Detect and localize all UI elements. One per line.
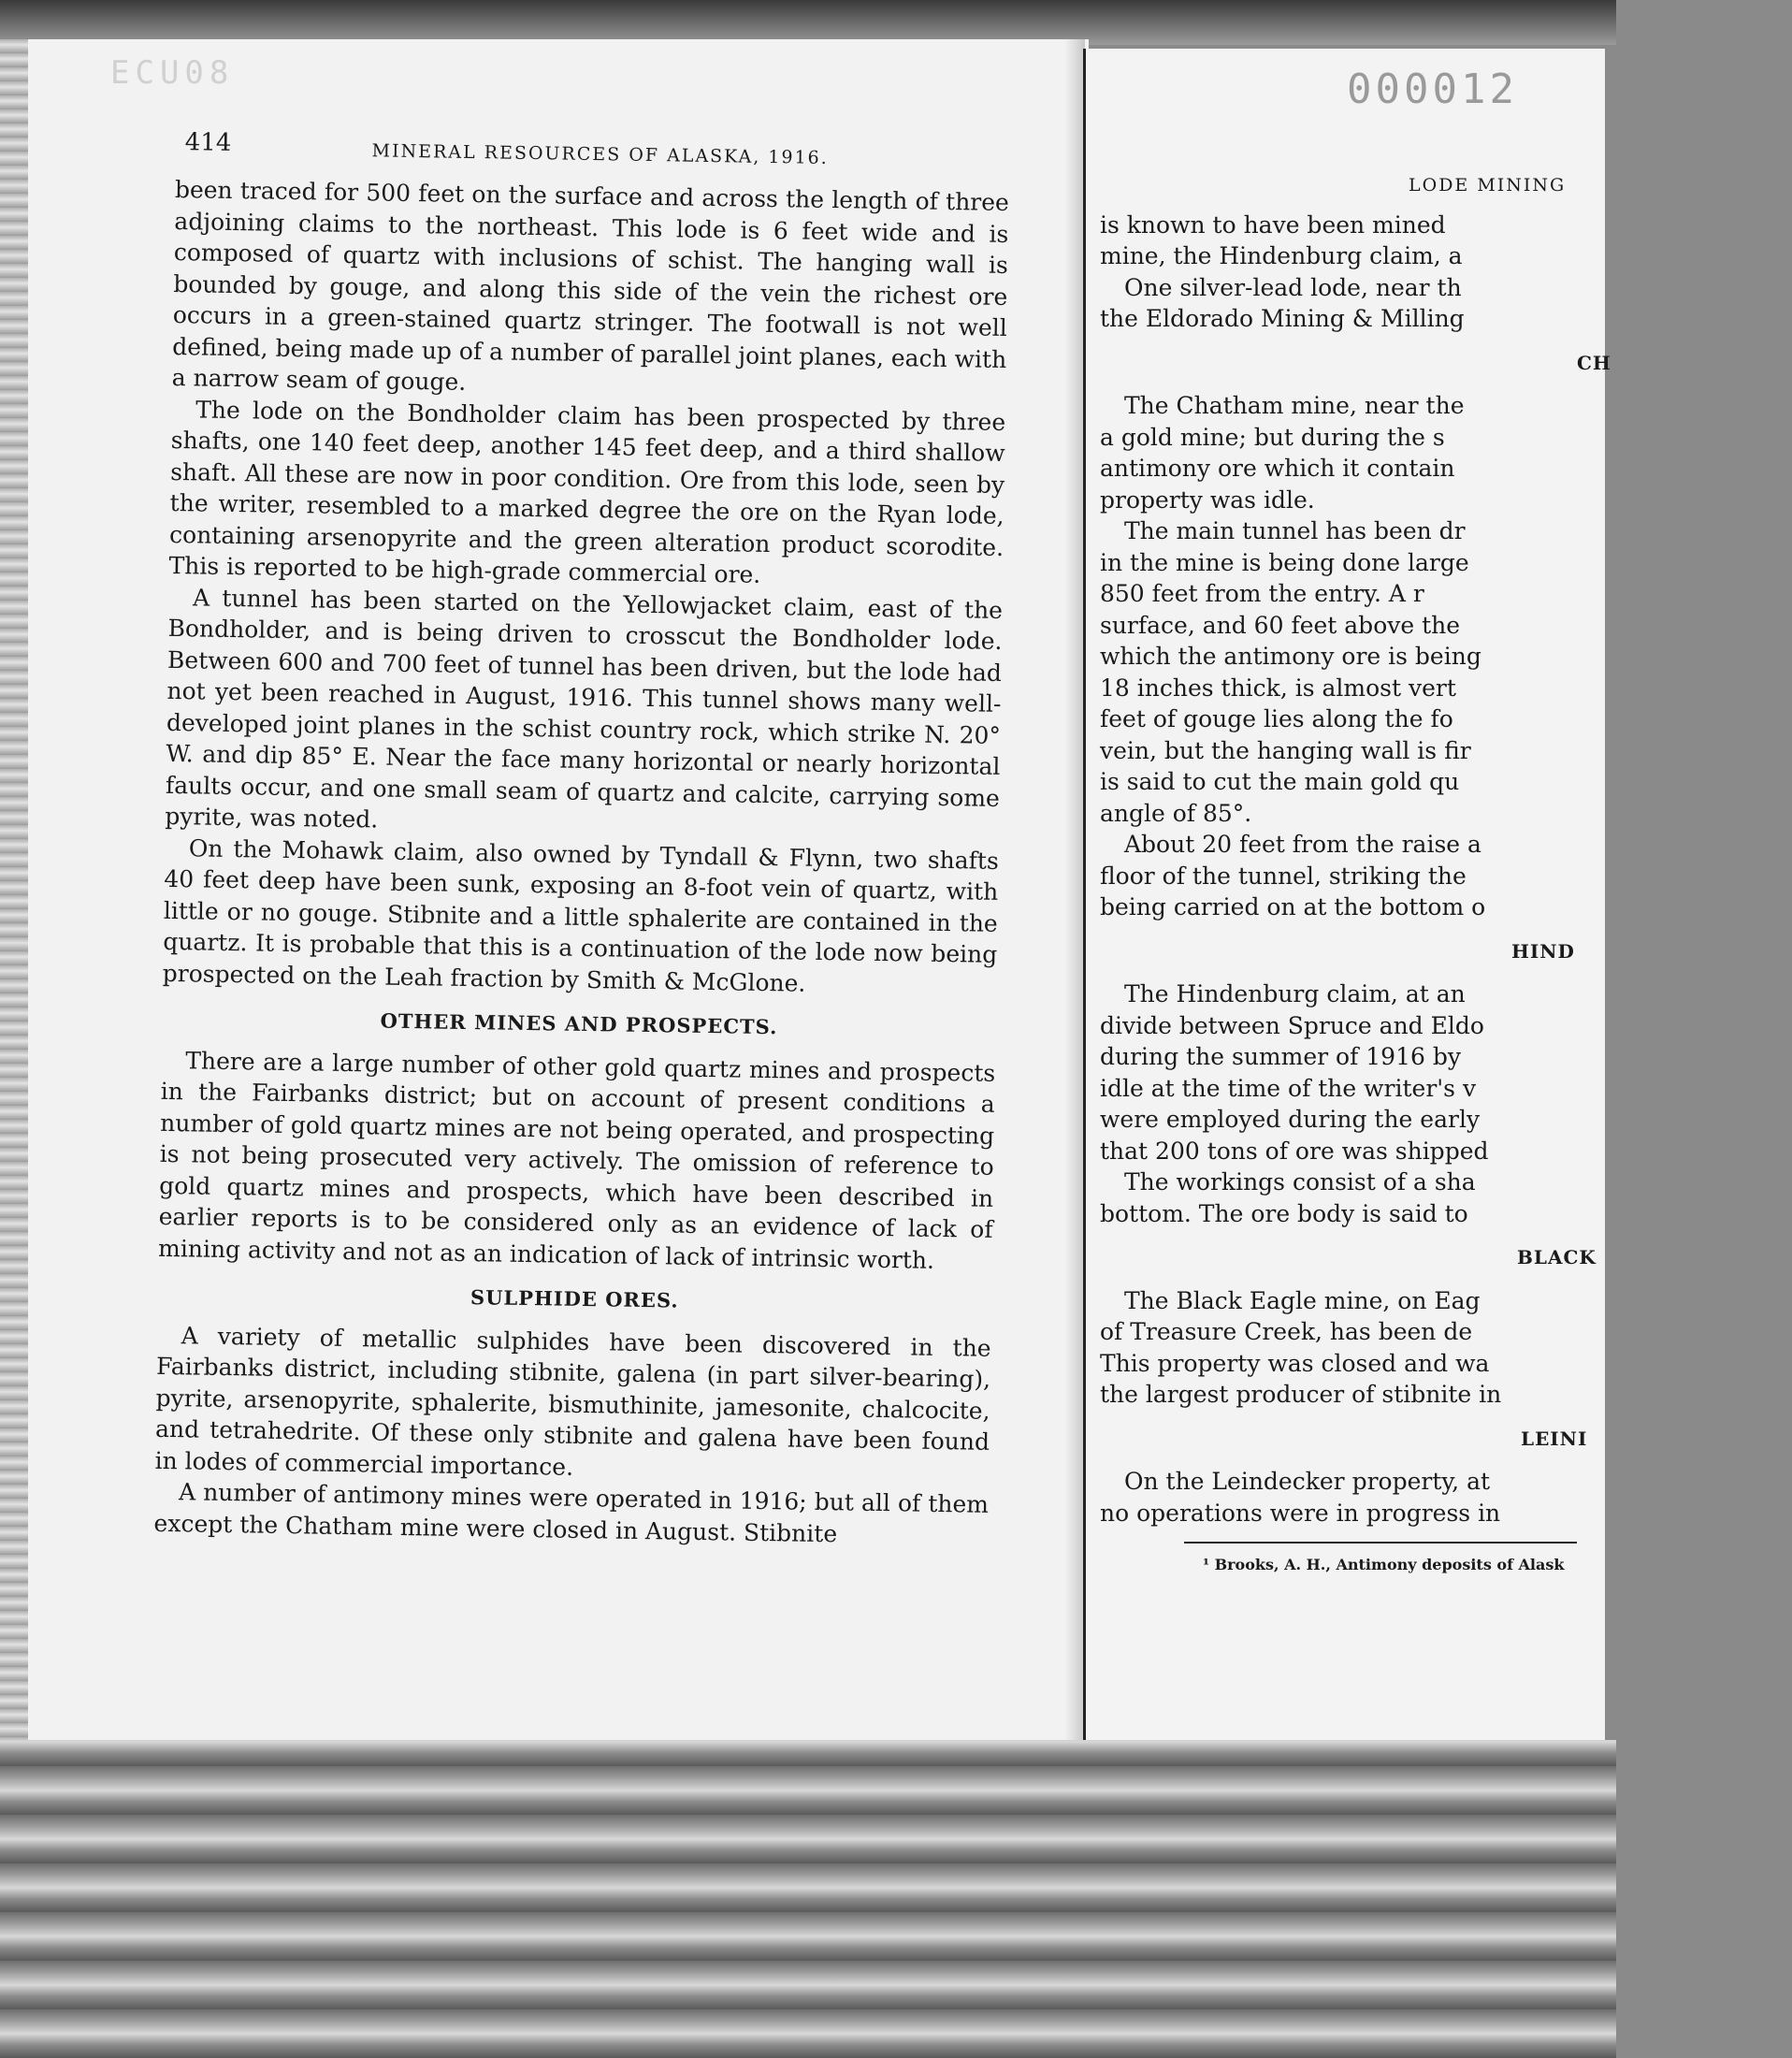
text-line: is known to have been mined bbox=[1100, 210, 1446, 239]
text-line: antimony ore which it contain bbox=[1100, 455, 1455, 482]
text-line: being carried on at the bottom o bbox=[1100, 893, 1486, 920]
text-line: About 20 feet from the raise a bbox=[1124, 831, 1481, 858]
text-line: The main tunnel has been dr bbox=[1124, 517, 1466, 544]
running-head: MINERAL RESOURCES OF ALASKA, 1916. bbox=[371, 140, 829, 168]
text-line: floor of the tunnel, striking the bbox=[1100, 862, 1467, 890]
paragraph-other-mines: There are a large number of other gold quartz mines and prospects in the Fairbanks district; but on account of present conditions a number of gold quartz mines are not being operated, and prospecting is not being prosecuted very actively. The omission of reference to gold quartz mines and prospects, which have been described in earlier reports is to be considered only as an evidence of lack of mining activity and not as an indication of lack of intrinsic worth. bbox=[157, 1046, 996, 1274]
text-line: The workings consist of a sha bbox=[1124, 1168, 1476, 1196]
text-line: in the mine is being done large bbox=[1100, 548, 1469, 576]
heading-leindecker: LEINI bbox=[1521, 1427, 1588, 1450]
heading-hindenburg: HIND bbox=[1511, 939, 1575, 963]
paragraph-mohawk: On the Mohawk claim, also owned by Tyndall & Flynn, two shafts 40 feet deep have been sunk, exposing an 8-foot vein of quartz, with little or no gouge. Stibnite and a little sphalerite are contained in the quartz. It is probable that this is a continuation of the lode now being prospected on the Leah fraction by Smith & McGlone. bbox=[162, 833, 1000, 997]
right-column-inner bbox=[1100, 170, 1792, 1581]
text-line: that 200 tons of ore was shipped bbox=[1100, 1137, 1489, 1165]
gutter-shadow bbox=[1064, 39, 1085, 1751]
scan-top-shadow bbox=[0, 0, 1616, 45]
footnote-rule bbox=[1184, 1542, 1577, 1544]
right-running-head: LODE MINING bbox=[1409, 175, 1567, 196]
text-line: feet of gouge lies along the fo bbox=[1100, 705, 1453, 732]
text-line: of Treasure Creek, has been de bbox=[1100, 1318, 1473, 1345]
text-line: vein, but the hanging wall is fir bbox=[1100, 736, 1471, 764]
text-line: The Black Eagle mine, on Eag bbox=[1124, 1286, 1481, 1314]
document-stamp: 000012 bbox=[1347, 65, 1518, 113]
paragraph-sulphides: A variety of metallic sulphides have been discovered in the Fairbanks district, including stibnite, galena (in part silver-bearing), pyrite, arsenopyrite, sphalerite, bismuthinite, jamesonite, chalcocite, and tetrahedrite. Of these only stibnite and galena have been found in lodes of commercial importance. bbox=[154, 1321, 991, 1481]
text-line: The Chatham mine, near the bbox=[1124, 392, 1465, 419]
heading-sulphide-ores: SULPHIDE ORES. bbox=[470, 1285, 679, 1312]
text-line: mine, the Hindenburg claim, a bbox=[1100, 242, 1463, 269]
text-line: 850 feet from the entry. A r bbox=[1100, 580, 1424, 607]
text-line: during the summer of 1916 by bbox=[1100, 1043, 1461, 1070]
heading-other-mines: OTHER MINES AND PROSPECTS. bbox=[380, 1008, 778, 1039]
text-line: The Hindenburg claim, at an bbox=[1124, 980, 1466, 1007]
text-line: is said to cut the main gold qu bbox=[1100, 768, 1460, 795]
text-line: 18 inches thick, is almost vert bbox=[1100, 674, 1456, 702]
paragraph-continued: been traced for 500 feet on the surface and across the length of three adjoining claims to the northeast. This lode is 6 feet wide and is composed of quartz with inclusions of schist. The hanging wall is bounded by gouge, and along this side of the vein the richest ore occurs in a green-stained quartz stringer. The footwall is not well defined, being made up of a number of parallel joint planes, each with a narrow seam of gouge. bbox=[171, 175, 1010, 396]
faint-stamp: ECU08 bbox=[110, 54, 235, 92]
text-line: angle of 85°. bbox=[1100, 799, 1252, 827]
left-column bbox=[153, 127, 1010, 1552]
text-line: One silver-lead lode, near th bbox=[1124, 273, 1462, 301]
text-line: were employed during the early bbox=[1100, 1106, 1481, 1133]
paragraph-yellowjacket: A tunnel has been started on the Yellowjacket claim, east of the Bondholder, and is being driven to crosscut the Bondholder lode. Between 600 and 700 feet of tunnel has been driven, but the lode had not yet been reached in August, 1916. This tunnel shows many well-developed joint planes in the schist country rock, which strike N. 20° W. and dip 85° E. Near the face many horizontal or nearly horizontal faults occur, and one small seam of quartz and calcite, carrying some pyrite, was noted. bbox=[165, 583, 1004, 833]
text-line: bottom. The ore body is said to bbox=[1100, 1199, 1468, 1227]
page-number: 414 bbox=[184, 128, 232, 157]
right-column bbox=[1100, 170, 1611, 1648]
text-line: divide between Spruce and Eldo bbox=[1100, 1011, 1484, 1039]
text-line: no operations were in progress in bbox=[1100, 1499, 1501, 1527]
text-line: the Eldorado Mining & Milling bbox=[1100, 305, 1465, 332]
heading-black-eagle: BLACK bbox=[1517, 1246, 1597, 1268]
text-line: the largest producer of stibnite in bbox=[1100, 1381, 1502, 1408]
scan-left-edge bbox=[0, 39, 28, 1751]
text-line: a gold mine; but during the s bbox=[1100, 423, 1445, 451]
paragraph-antimony: A number of antimony mines were operated in 1916; but all of them except the Chatham mine were closed in August. Stibnite bbox=[153, 1478, 990, 1547]
text-line: On the Leindecker property, at bbox=[1124, 1468, 1491, 1495]
text-line: property was idle. bbox=[1100, 486, 1315, 514]
text-line: surface, and 60 feet above the bbox=[1100, 611, 1461, 639]
text-line: which the antimony ore is being bbox=[1100, 643, 1481, 670]
scan-bottom-shadow bbox=[0, 1740, 1616, 2058]
text-line: idle at the time of the writer's v bbox=[1100, 1074, 1477, 1102]
footnote: ¹ Brooks, A. H., Antimony deposits of Alask bbox=[1203, 1556, 1565, 1573]
text-line: This property was closed and wa bbox=[1100, 1349, 1490, 1377]
heading-chatham: CH bbox=[1577, 351, 1611, 374]
paragraph-bondholder: The lode on the Bondholder claim has been prospected by three shafts, one 140 feet deep, another 145 feet deep, and a third shallow shaft. All these are now in poor condition. Ore from this lode, seen by the writer, resembled to a marked degree the ore on the Ryan lode, containing arsenopyrite and the green alteration product scorodite. This is reported to be high-grade commercial ore. bbox=[168, 395, 1006, 588]
